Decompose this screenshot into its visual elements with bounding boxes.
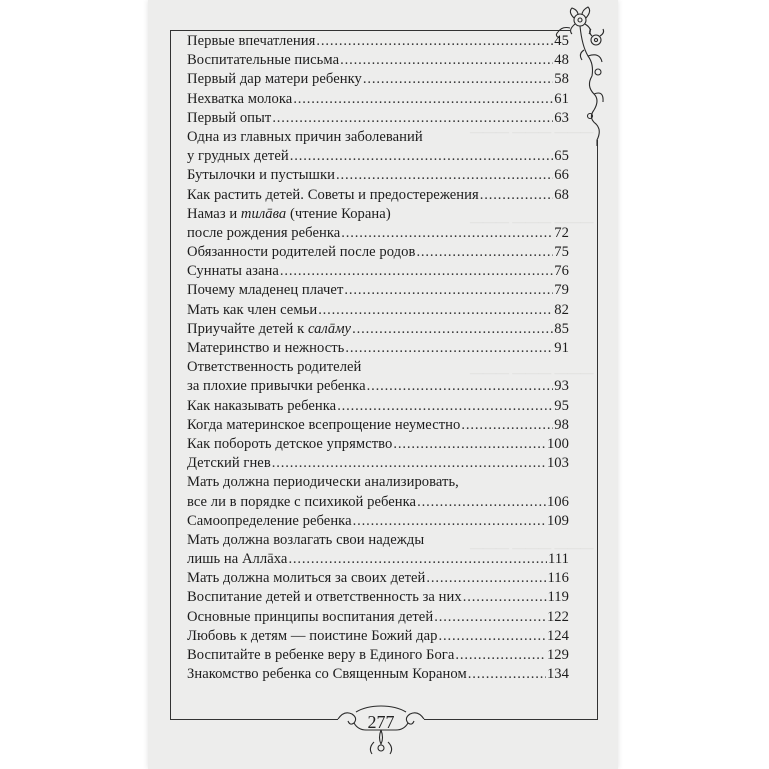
toc-leader-dots (461, 417, 553, 434)
toc-entry-title: Материнство и нежность (187, 340, 345, 356)
toc-entry (187, 494, 569, 513)
toc-entry (187, 71, 569, 90)
toc-leader-dots (345, 340, 553, 357)
toc-entry (187, 321, 569, 340)
toc-entry-title: за плохие привычки ребенка (187, 378, 366, 395)
toc-entry-title (187, 321, 351, 338)
toc-entry-page-number: 65 (554, 148, 569, 165)
toc-leader-dots (468, 666, 546, 683)
toc-entry (187, 52, 569, 71)
toc-entry-title: Обязанности родителей после родов (187, 244, 416, 261)
toc-entry (187, 225, 569, 244)
toc-entry-title: Любовь к детям — поистине Божий дар (187, 627, 438, 644)
show-through-text: ——— ——— ——— (470, 124, 594, 139)
toc-entry-page-number: 68 (554, 186, 569, 203)
toc-leader-dots (455, 647, 546, 664)
toc-entry-title: Бутылочки и пустышки (187, 167, 335, 184)
toc-leader-dots (318, 302, 553, 319)
toc-leader-dots (352, 321, 553, 338)
toc-entry (187, 398, 569, 417)
toc-entry-title: Воспитательные письма (187, 52, 340, 69)
toc-entry-page-number: 76 (554, 263, 569, 280)
toc-entry-page-number: 124 (546, 627, 569, 644)
toc-entry-page-number: 134 (546, 666, 569, 683)
toc-entry-page-number: 98 (554, 416, 569, 433)
toc-entry-title: Когда материнское всепрощение неуместно (187, 416, 461, 433)
toc-entry (187, 474, 569, 493)
toc-entry-title: Первый дар матери ребенку (187, 71, 362, 88)
show-through-text: ——— ——— ——— (470, 540, 594, 555)
frame-left-rule (170, 30, 171, 720)
toc-entry-page-number: 63 (554, 109, 569, 126)
toc-entry-title: Знакомство ребенка со Священным Кораном (187, 666, 467, 683)
toc-leader-dots (393, 436, 546, 453)
toc-entry (187, 513, 569, 532)
toc-entry-title: Самоопределение ребенка (187, 512, 352, 529)
toc-leader-dots (336, 167, 553, 184)
toc-entry-title: Основные принципы воспитания детей (187, 608, 434, 625)
toc-entry-page-number: 61 (554, 90, 569, 107)
frame-top-rule (170, 30, 570, 31)
toc-leader-dots (344, 282, 553, 299)
toc-entry-title: Мать должна молиться за своих детей (187, 570, 426, 587)
toc-entry-title: Мать должна периодически анализировать, (187, 474, 459, 491)
toc-leader-dots (293, 91, 553, 108)
toc-entry-page-number: 122 (546, 608, 569, 625)
toc-entry-title-italic: тилāва (240, 205, 287, 222)
toc-entry-page-number: 75 (554, 244, 569, 261)
toc-entry-page-number: 48 (554, 52, 569, 69)
toc-entry-title-part: Приучайте детей к (187, 320, 308, 337)
toc-leader-dots (337, 398, 553, 415)
toc-leader-dots (288, 551, 547, 568)
toc-leader-dots (341, 225, 553, 242)
toc-entry-title: Как побороть детское упрямство (187, 435, 393, 452)
toc-entry-title: Как наказывать ребенка (187, 397, 337, 414)
toc-entry-page-number: 72 (554, 224, 569, 241)
toc-leader-dots (340, 52, 553, 69)
toc-entry-page-number: 106 (546, 493, 569, 510)
toc-entry (187, 282, 569, 301)
toc-entry (187, 551, 569, 570)
toc-entry-page-number: 91 (554, 340, 569, 356)
page-number: 277 (367, 712, 395, 732)
toc-entry (187, 91, 569, 110)
toc-leader-dots (353, 513, 546, 530)
toc-entry (187, 647, 569, 666)
toc-entry (187, 609, 569, 628)
toc-entry-title: Почему младенец плачет (187, 282, 344, 299)
toc-entry-title: Детский гнев (187, 455, 271, 472)
toc-entry-title: Мать должна возлагать свои надежды (187, 531, 425, 548)
toc-entry (187, 628, 569, 647)
toc-entry (187, 359, 569, 378)
toc-entry-title: Нехватка молока (187, 90, 293, 107)
toc-entry (187, 187, 569, 206)
toc-entry-page-number: 79 (554, 282, 569, 299)
toc-entry (187, 110, 569, 129)
toc-entry (187, 33, 569, 52)
toc-entry-title: Одна из главных причин заболеваний (187, 128, 423, 145)
toc-entry-title-part: Намаз и (187, 205, 241, 222)
toc-entry (187, 378, 569, 397)
toc-entry-page-number: 93 (554, 378, 569, 395)
toc-entry (187, 570, 569, 589)
toc-entry-title-italic: салāму (307, 320, 352, 337)
toc-entry (187, 206, 569, 225)
toc-leader-dots (417, 494, 546, 511)
toc-entry (187, 340, 569, 359)
toc-entry-title: у грудных детей (187, 148, 289, 165)
toc-leader-dots (480, 187, 554, 204)
toc-entry-title: Как растить детей. Советы и предостережения (187, 186, 479, 203)
toc-leader-dots (426, 570, 546, 587)
toc-entry-page-number: 116 (547, 570, 569, 587)
toc-entry-title: Ответственность родителей (187, 359, 362, 376)
toc-entry-title: Первые впечатления (187, 33, 316, 49)
toc-leader-dots (290, 148, 554, 165)
toc-entry (187, 167, 569, 186)
toc-entry-page-number: 111 (548, 551, 569, 568)
toc-entry (187, 436, 569, 455)
toc-entry (187, 148, 569, 167)
toc-entry (187, 589, 569, 608)
show-through-text: ——— ——— ——— (470, 214, 594, 229)
toc-leader-dots (272, 455, 546, 472)
toc-entry-page-number: 58 (554, 71, 569, 88)
toc-entry-title-part: (чтение Корана) (286, 205, 391, 222)
show-through-text: ——— ——— ——— (470, 365, 594, 380)
toc-entry-title: после рождения ребенка (187, 224, 341, 241)
toc-entry (187, 417, 569, 436)
toc-entry-page-number: 45 (554, 33, 569, 49)
table-of-contents (187, 33, 569, 685)
toc-leader-dots (434, 609, 546, 626)
toc-entry-page-number: 100 (546, 435, 569, 452)
frame-right-rule (597, 140, 598, 720)
toc-entry-title: Воспитайте в ребенке веру в Единого Бога (187, 647, 455, 663)
toc-entry-page-number: 85 (554, 320, 569, 337)
toc-entry (187, 129, 569, 148)
toc-entry-title: Воспитание детей и ответственность за них (187, 589, 462, 606)
toc-entry-page-number: 103 (546, 455, 569, 472)
toc-entry-page-number: 109 (546, 512, 569, 529)
toc-leader-dots (272, 110, 553, 127)
toc-entry-page-number: 82 (554, 301, 569, 318)
toc-entry (187, 244, 569, 263)
toc-entry-title: все ли в порядке с психикой ребенка (187, 493, 417, 510)
toc-entry-title: Первый опыт (187, 109, 272, 126)
toc-entry (187, 455, 569, 474)
toc-entry-page-number: 129 (546, 647, 569, 663)
frame-bottom-rule-right (424, 719, 598, 720)
toc-entry-title (187, 206, 391, 223)
toc-entry (187, 666, 569, 685)
toc-leader-dots (416, 244, 553, 261)
toc-entry-title: Мать как член семьи (187, 301, 318, 318)
toc-entry (187, 532, 569, 551)
toc-entry-page-number: 66 (554, 167, 569, 184)
toc-leader-dots (439, 628, 546, 645)
toc-leader-dots (280, 263, 553, 280)
toc-entry (187, 263, 569, 282)
toc-leader-dots (463, 589, 547, 606)
toc-entry-page-number: 95 (554, 397, 569, 414)
frame-bottom-rule-left (170, 719, 338, 720)
toc-leader-dots (363, 71, 553, 88)
toc-entry-title: Суннаты азана (187, 263, 279, 280)
toc-entry-page-number: 119 (547, 589, 569, 606)
toc-leader-dots (316, 33, 553, 50)
toc-leader-dots (367, 378, 554, 395)
toc-entry-title: лишь на Аллāха (187, 551, 288, 568)
toc-entry (187, 302, 569, 321)
